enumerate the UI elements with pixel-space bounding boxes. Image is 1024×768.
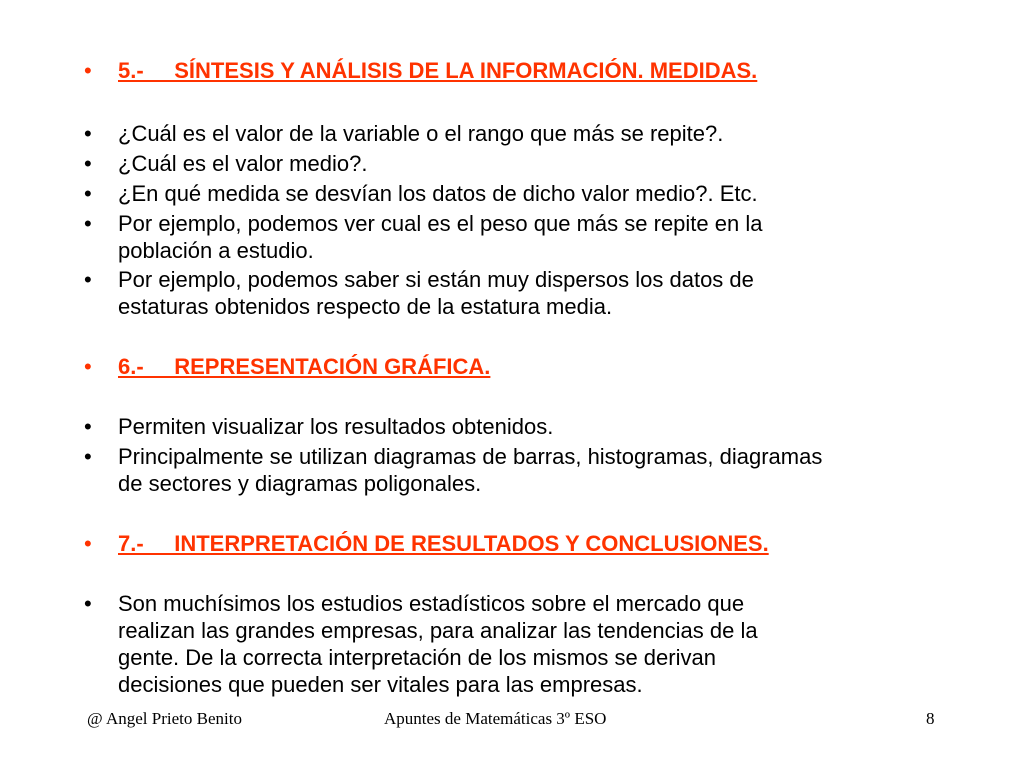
heading-line: 6.- REPRESENTACIÓN GRÁFICA.: [118, 354, 491, 379]
bullet: •: [84, 444, 92, 469]
item-line: gente. De la correcta interpretación de los mismos se derivan: [118, 645, 716, 670]
page-number: 8: [926, 709, 935, 728]
footer-title: Apuntes de Matemáticas 3º ESO: [384, 709, 607, 728]
item-line: ¿Cuál es el valor de la variable o el rango que más se repite?.: [118, 121, 724, 146]
heading-text: [118, 57, 964, 84]
bullet: •: [84, 58, 92, 83]
item-line: ¿Cuál es el valor medio?.: [118, 151, 368, 176]
footer-author: @ Angel Prieto Benito: [87, 709, 242, 728]
bullet: •: [84, 414, 92, 439]
heading-line: 5.- SÍNTESIS Y ANÁLISIS DE LA INFORMACIÓN. MEDIDAS.: [118, 58, 758, 83]
item-line: Por ejemplo, podemos ver cual es el peso que más se repite en la: [118, 211, 763, 236]
item-line: estaturas obtenidos respecto de la estatura media.: [118, 294, 613, 319]
bullet: •: [84, 211, 92, 236]
item-line: Permiten visualizar los resultados obtenidos.: [118, 414, 554, 439]
bullet: •: [84, 531, 92, 556]
item-line: Por ejemplo, podemos saber si están muy dispersos los datos de: [118, 267, 754, 292]
item-line: Son muchísimos los estudios estadísticos sobre el mercado que: [118, 591, 745, 616]
bullet: •: [84, 181, 92, 206]
item-line: de sectores y diagramas poligonales.: [118, 471, 482, 496]
bullet: •: [84, 354, 92, 379]
item-line: Principalmente se utilizan diagramas de barras, histogramas, diagramas: [118, 444, 823, 469]
item-line: ¿En qué medida se desvían los datos de dicho valor medio?. Etc.: [118, 181, 758, 206]
bullet: •: [84, 121, 92, 146]
item-line: realizan las grandes empresas, para analizar las tendencias de la: [118, 618, 758, 643]
heading-line: 7.- INTERPRETACIÓN DE RESULTADOS Y CONCLUSIONES.: [118, 531, 769, 556]
bullet: •: [84, 151, 92, 176]
item-line: decisiones que pueden ser vitales para las empresas.: [118, 672, 643, 697]
bullet: •: [84, 591, 92, 616]
item-line: población a estudio.: [118, 238, 314, 263]
heading-text: [118, 353, 964, 380]
bullet: •: [84, 267, 92, 292]
heading-text: [118, 530, 964, 557]
